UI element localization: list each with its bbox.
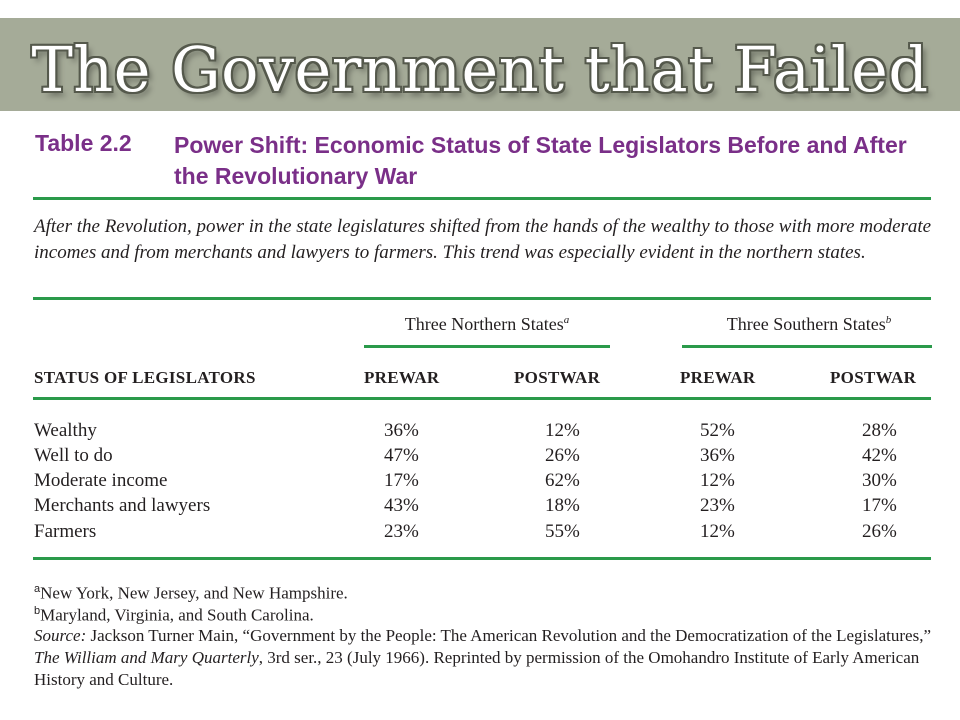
group-header-south: Three Southern States$^b$	[726, 314, 892, 334]
cell-north-prewar: 43%	[384, 495, 419, 516]
table-number: Table 2.2	[35, 130, 132, 156]
table-row	[0, 420, 960, 446]
cell-south-postwar: 17%	[862, 495, 897, 516]
row-label: Wealthy	[34, 420, 97, 441]
cell-south-prewar: 12%	[700, 470, 735, 491]
row-label: Merchants and lawyers	[34, 495, 211, 516]
table-intro: After the Revolution, power in the state legislatures shifted from the hands of the wealthy to those with more moderate incomes and from merchants and lawyers to farmers. This trend was especially evident in the northern states.	[34, 216, 932, 263]
row-label: Moderate income	[34, 470, 168, 491]
cell-south-postwar: 28%	[862, 420, 897, 441]
rule-header-top	[33, 297, 931, 300]
rule-header-bottom	[33, 397, 931, 400]
rule-top	[33, 197, 931, 200]
cell-north-prewar: 17%	[384, 470, 419, 491]
cell-south-postwar: 30%	[862, 470, 897, 491]
table-row	[0, 495, 960, 521]
rule-group-south	[682, 345, 932, 348]
cell-north-postwar: 18%	[545, 495, 580, 516]
cell-north-prewar: 36%	[384, 420, 419, 441]
table-row	[0, 445, 960, 471]
table-row	[0, 521, 960, 547]
cell-south-prewar: 12%	[700, 521, 735, 542]
cell-south-prewar: 23%	[700, 495, 735, 516]
cell-north-prewar: 47%	[384, 445, 419, 466]
table-row	[0, 470, 960, 496]
cell-south-prewar: 36%	[700, 445, 735, 466]
rule-bottom	[33, 557, 931, 560]
column-header-south-prewar: PREWAR	[680, 368, 756, 387]
cell-north-prewar: 23%	[384, 521, 419, 542]
footnote-b: $^b$Maryland, Virginia, and South Carolina.	[34, 605, 314, 625]
row-label: Farmers	[34, 521, 97, 542]
column-header-north-postwar: POSTWAR	[514, 368, 601, 387]
cell-north-postwar: 26%	[545, 445, 580, 466]
footnote-a: $^a$New York, New Jersey, and New Hampshire.	[34, 583, 348, 603]
rule-group-north	[364, 345, 610, 348]
source-note: Source: Jackson Turner Main, “Government by the People: The American Revolution and the Democratization of the Legislatures,” The William and Mary Quarterly, 3rd ser., 23 (July 1966). Reprinted by permission of the Omohandro Institute of Early American History and Culture.	[34, 626, 931, 689]
cell-south-prewar: 52%	[700, 420, 735, 441]
row-label: Well to do	[34, 445, 113, 466]
table-title: Power Shift: Economic Status of State Legislators Before and After the Revolutionary War	[174, 132, 907, 189]
cell-north-postwar: 62%	[545, 470, 580, 491]
cell-north-postwar: 55%	[545, 521, 580, 542]
cell-north-postwar: 12%	[545, 420, 580, 441]
column-header-status: STATUS OF LEGISLATORS	[34, 368, 256, 387]
column-header-south-postwar: POSTWAR	[830, 368, 917, 387]
group-header-north: Three Northern States$^a$	[404, 314, 570, 334]
cell-south-postwar: 26%	[862, 521, 897, 542]
column-header-north-prewar: PREWAR	[364, 368, 440, 387]
cell-south-postwar: 42%	[862, 445, 897, 466]
slide-title: The Government that Failed	[31, 33, 929, 106]
